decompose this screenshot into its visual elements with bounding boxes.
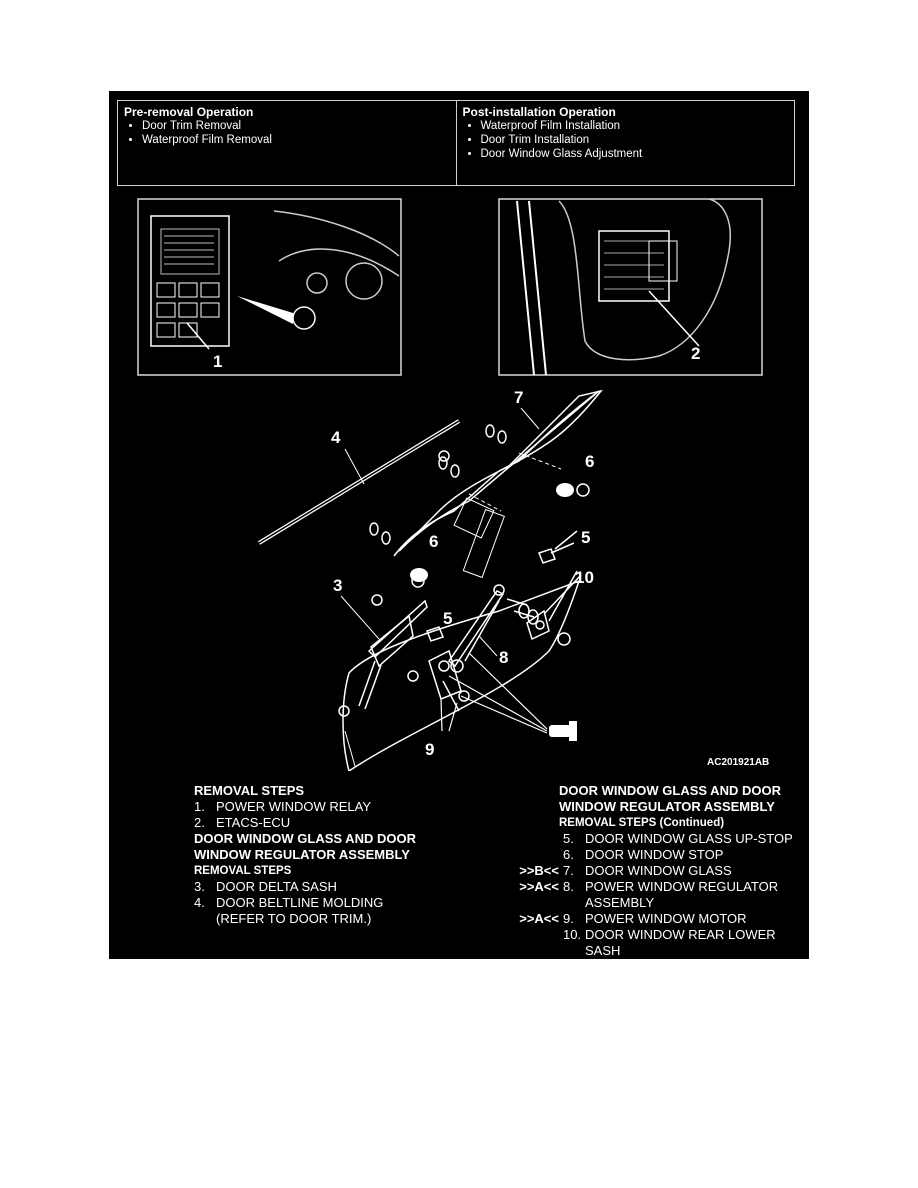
door-panel (343, 581, 579, 771)
step-row (489, 847, 804, 863)
callout-2: 2 (691, 344, 701, 363)
step-mark (489, 847, 563, 863)
step-number: 10. (563, 927, 582, 942)
post-installation-item: • Door Trim Installation (481, 133, 789, 147)
step-row (194, 815, 474, 831)
section-heading: WINDOW REGULATOR ASSEMBLY (194, 847, 410, 862)
removal-steps-right (489, 783, 804, 959)
step-text: DOOR WINDOW GLASS UP-STOP (585, 831, 793, 846)
step-number (563, 943, 585, 959)
callout-1: 1 (213, 352, 223, 371)
step-mark (489, 831, 563, 847)
step-number: 1. (194, 799, 205, 814)
step-text: DOOR DELTA SASH (216, 879, 337, 894)
step-text: DOOR WINDOW GLASS (585, 863, 732, 878)
callout-7: 7 (514, 388, 524, 407)
removal-steps-subheading: REMOVAL STEPS (194, 865, 292, 877)
step-row (489, 911, 804, 927)
callout-3: 3 (333, 576, 343, 595)
connector-icon (549, 721, 577, 741)
step-text: DOOR WINDOW REAR LOWER (585, 927, 776, 942)
section-heading: DOOR WINDOW GLASS AND DOOR (559, 783, 781, 798)
step-mark (489, 927, 563, 943)
post-installation-title: Post-installation Operation (462, 105, 616, 119)
step-note: (REFER TO DOOR TRIM.) (216, 911, 372, 926)
step-text: ETACS-ECU (216, 815, 291, 830)
callout-6: 6 (585, 452, 595, 471)
removal-steps-subheading: REMOVAL STEPS (Continued) (559, 817, 725, 829)
section-heading: DOOR WINDOW GLASS AND DOOR (194, 831, 416, 846)
step-mark: >>A<< (519, 879, 559, 894)
step-row (489, 863, 804, 879)
step-text: ASSEMBLY (585, 895, 655, 910)
step-text: DOOR WINDOW STOP (585, 847, 724, 862)
step-row (489, 943, 804, 959)
step-number: 3. (194, 879, 205, 894)
pre-removal-title: Pre-removal Operation (124, 105, 254, 119)
step-text: POWER WINDOW MOTOR (585, 911, 747, 926)
step-mark: >>A<< (519, 911, 559, 926)
pre-removal-item: • Waterproof Film Removal (142, 133, 450, 147)
callout-6-lower: 6 (429, 532, 439, 551)
step-number: 6. (563, 847, 574, 862)
callout-10: 10 (575, 568, 594, 587)
step-text: POWER WINDOW REGULATOR (585, 879, 779, 894)
step-row (194, 895, 474, 911)
step-row (194, 879, 474, 895)
figure-code: AC201921AB (707, 757, 770, 768)
step-row (489, 831, 804, 847)
step-number (563, 895, 585, 911)
section-heading: WINDOW REGULATOR ASSEMBLY (559, 799, 775, 814)
callout-9: 9 (425, 740, 435, 759)
relay-box-inset (138, 199, 401, 375)
step-text: POWER WINDOW RELAY (216, 799, 372, 814)
step-number: 7. (563, 863, 574, 878)
step-text: DOOR BELTLINE MOLDING (216, 895, 384, 910)
step-number: 5. (563, 831, 574, 846)
callout-4: 4 (331, 428, 341, 447)
step-mark (489, 943, 563, 959)
step-number: 4. (194, 895, 205, 910)
step-mark (489, 895, 563, 911)
service-manual-panel (109, 91, 809, 959)
step-row (489, 879, 804, 895)
removal-steps-heading: REMOVAL STEPS (194, 783, 305, 798)
callout-5-lower: 5 (443, 609, 453, 628)
post-installation-item: • Door Window Glass Adjustment (481, 147, 789, 161)
step-row (194, 799, 474, 815)
step-text: SASH (585, 943, 621, 958)
exploded-diagram (109, 91, 809, 771)
power-window-regulator (429, 585, 538, 711)
step-number: 8. (563, 879, 574, 894)
callout-8: 8 (499, 648, 509, 667)
step-mark: >>B<< (519, 863, 559, 878)
delta-sash (359, 601, 427, 709)
step-number: 9. (563, 911, 574, 926)
pre-removal-item: • Door Trim Removal (142, 119, 450, 133)
callout-5: 5 (581, 528, 591, 547)
etacs-ecu-inset (499, 199, 762, 375)
post-installation-item: • Waterproof Film Installation (481, 119, 789, 133)
step-row (489, 927, 804, 943)
rear-lower-sash (527, 571, 581, 639)
step-number: 2. (194, 815, 205, 830)
removal-steps-left (194, 783, 474, 927)
step-row (489, 895, 804, 911)
